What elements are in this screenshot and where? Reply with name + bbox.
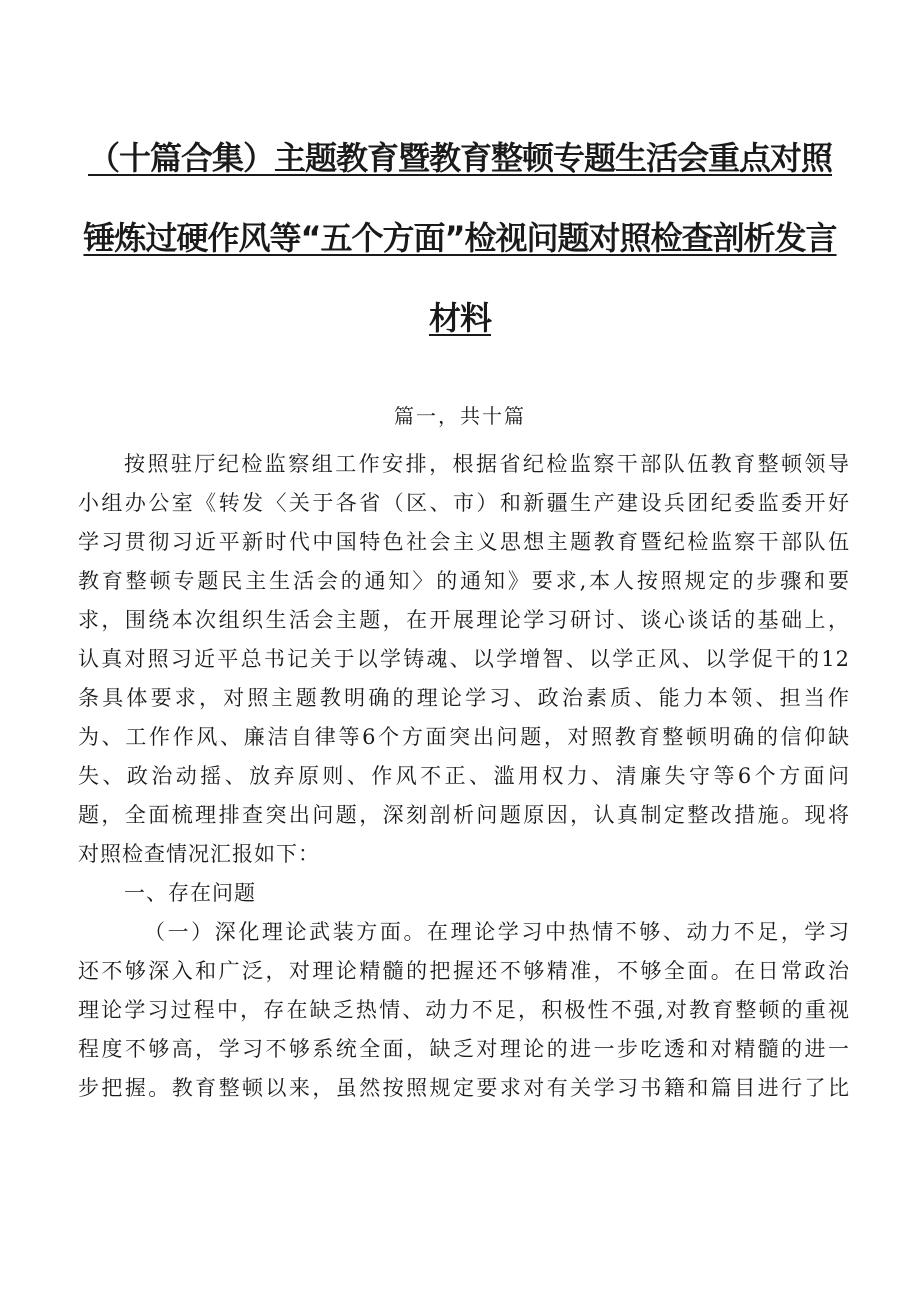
paragraph-2-line: 步把握。教育整顿以来，虽然按照规定要求对有关学习书籍和篇目进行了比 <box>78 1076 850 1100</box>
paragraph-1-line: 小组办公室《转发〈关于各省（区、市）和新疆生产建设兵团纪委监委开好 <box>78 491 850 515</box>
document-title-line-3: 材料 <box>428 299 491 337</box>
paragraph-1-line: 为、工作作风、廉洁自律等6个方面突出问题，对照教育整顿明确的信仰缺 <box>78 725 850 749</box>
paragraph-1-line: 教育整顿专题民主生活会的通知〉的通知》要求,本人按照规定的步骤和要 <box>78 569 850 593</box>
paragraph-1-line: 失、政治动摇、放弃原则、作风不正、滥用权力、清廉失守等6个方面问 <box>78 764 850 788</box>
paragraph-1-line: 题，全面梳理排查突出问题，深刻剖析问题原因，认真制定整改措施。现将 <box>78 803 850 827</box>
paragraph-1-line: 条具体要求，对照主题教明确的理论学习、政治素质、能力本领、担当作 <box>78 686 850 710</box>
paragraph-1-line: 按照驻厅纪检监察组工作安排，根据省纪检监察干部队伍教育整顿领导 <box>124 452 850 476</box>
section-heading: 一、存在问题 <box>124 881 256 905</box>
document-subtitle: 篇一，共十篇 <box>394 404 526 428</box>
paragraph-1-line: 对照检查情况汇报如下： <box>78 842 320 866</box>
paragraph-2-line: 还不够深入和广泛，对理论精髓的把握还不够精准，不够全面。在日常政治 <box>78 959 850 983</box>
paragraph-2-line: 理论学习过程中，存在缺乏热情、动力不足，积极性不强,对教育整顿的重视 <box>78 998 850 1022</box>
document-title-line-2: 锤炼过硬作风等“五个方面”检视问题对照检查剖析发言 <box>83 219 837 257</box>
paragraph-2-line: （一）深化理论武装方面。在理论学习中热情不够、动力不足，学习 <box>144 920 850 944</box>
paragraph-1-line: 求，围绕本次组织生活会主题，在开展理论学习研讨、谈心谈话的基础上， <box>78 608 850 632</box>
paragraph-1-line: 学习贯彻习近平新时代中国特色社会主义思想主题教育暨纪检监察干部队伍 <box>78 530 850 554</box>
document-title-line-1: （十篇合集）主题教育暨教育整顿专题生活会重点对照 <box>87 139 832 177</box>
paragraph-2-line: 程度不够高，学习不够系统全面，缺乏对理论的进一步吃透和对精髓的进一 <box>78 1037 850 1061</box>
paragraph-1-line: 认真对照习近平总书记关于以学铸魂、以学增智、以学正风、以学促干的12 <box>78 647 850 671</box>
body-text <box>78 445 850 1108</box>
